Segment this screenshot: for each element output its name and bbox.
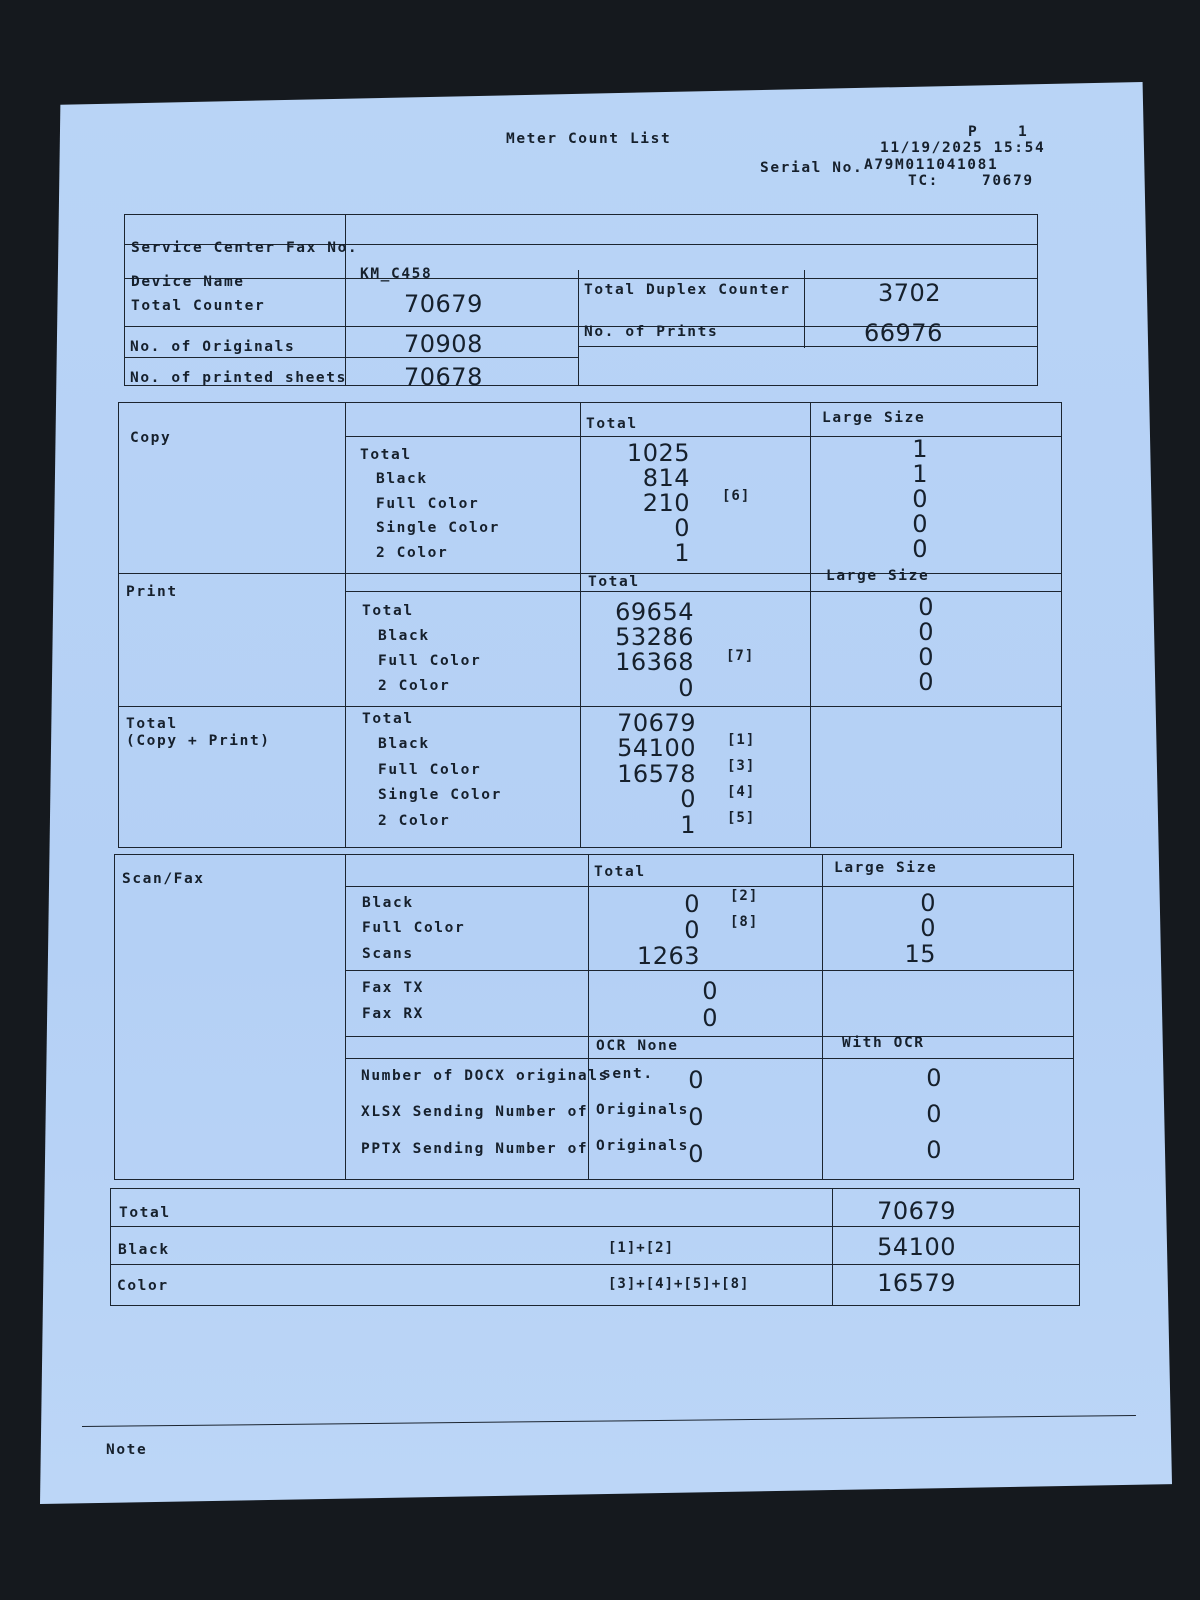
originals-value: 70908 — [404, 330, 483, 358]
grand-black-label: Black — [118, 1242, 170, 1258]
copy-print-row-ref: [1] — [727, 732, 756, 748]
note-label: Note — [106, 1442, 148, 1458]
copy-print-row-ref: [4] — [727, 784, 756, 800]
print-row-total: 16368 — [615, 648, 694, 676]
copy-print-row-label: Black — [378, 736, 430, 752]
total-counter-label: Total Counter — [131, 298, 266, 314]
ocr-none-value: 0 — [688, 1066, 704, 1094]
page-label: P — [968, 124, 979, 140]
print-row-total: 0 — [678, 674, 694, 702]
printed-sheets-value: 70678 — [404, 363, 483, 391]
fax-row-label: Fax RX — [362, 1006, 424, 1022]
device-name-value: KM_C458 — [360, 266, 433, 282]
copy-row-large: 0 — [912, 535, 928, 563]
print-row-total: 53286 — [615, 623, 694, 651]
print-row-label: 2 Color — [378, 678, 451, 694]
ocr-row-label-cont: sent. — [602, 1066, 654, 1082]
copy-row-total: 1 — [674, 539, 690, 567]
scanfax-row-ref: [2] — [730, 888, 759, 904]
copy-print-row-label: Single Color — [378, 787, 502, 803]
scanfax-row-total: 0 — [684, 890, 700, 918]
copy-row-label: 2 Color — [376, 545, 449, 561]
copy-row-label: Black — [376, 471, 428, 487]
ocr-row-label: PPTX Sending Number of — [361, 1141, 589, 1157]
ocr-row-label: Number of DOCX originals — [361, 1068, 609, 1084]
fax-row-value: 0 — [702, 977, 718, 1005]
copy-print-row-label: Total — [362, 711, 414, 727]
copy-row-large: 0 — [912, 485, 928, 513]
print-row-ref: [7] — [726, 648, 755, 664]
ocr-none-value: 0 — [688, 1140, 704, 1168]
serial-value: A79M011041081 — [864, 157, 999, 173]
scanfax-row-total: 1263 — [636, 942, 700, 970]
with-ocr-value: 0 — [926, 1136, 942, 1164]
tc-label: TC: — [908, 173, 939, 189]
grand-black-value: 54100 — [877, 1233, 956, 1261]
scanfax-section-label: Scan/Fax — [122, 871, 205, 887]
copy-row-large: 0 — [912, 510, 928, 538]
grand-color-value: 16579 — [877, 1269, 956, 1297]
print-row-total: 69654 — [615, 598, 694, 626]
ocr-none-header: OCR None — [596, 1038, 679, 1054]
copy-row-ref: [6] — [722, 488, 751, 504]
with-ocr-header: With OCR — [842, 1035, 925, 1051]
print-row-label: Black — [378, 628, 430, 644]
duplex-counter-value: 3702 — [878, 279, 942, 307]
page-number: 1 — [1018, 124, 1029, 140]
scanfax-row-ref: [8] — [730, 914, 759, 930]
scanfax-row-total: 0 — [684, 916, 700, 944]
ocr-row-label-cont: Originals — [596, 1138, 689, 1154]
copy-print-row-total: 16578 — [617, 760, 696, 788]
copy-print-row-total: 1 — [680, 811, 696, 839]
copy-print-row-label: Full Color — [378, 762, 482, 778]
with-ocr-value: 0 — [926, 1064, 942, 1092]
copy-print-row-total: 70679 — [617, 709, 696, 737]
print-row-large: 0 — [918, 643, 934, 671]
copy-col-total: Total — [586, 416, 638, 432]
fax-row-label: Fax TX — [362, 980, 424, 996]
grand-color-formula: [3]+[4]+[5]+[8] — [608, 1276, 750, 1292]
scanfax-row-label: Full Color — [362, 920, 466, 936]
copy-row-large: 1 — [912, 435, 928, 463]
serial-label: Serial No. — [760, 160, 864, 176]
print-row-label: Total — [362, 603, 414, 619]
total-counter-value: 70679 — [404, 290, 483, 318]
scanfax-col-total: Total — [594, 864, 646, 880]
originals-label: No. of Originals — [130, 339, 296, 355]
with-ocr-value: 0 — [926, 1100, 942, 1128]
scanfax-row-large: 0 — [920, 889, 936, 917]
copy-print-row-total: 54100 — [617, 734, 696, 762]
copy-print-row-total: 0 — [680, 785, 696, 813]
ocr-none-value: 0 — [688, 1103, 704, 1131]
scanfax-row-label: Black — [362, 895, 414, 911]
prints-label: No. of Prints — [584, 324, 719, 340]
copy-row-total: 1025 — [626, 439, 690, 467]
print-row-label: Full Color — [378, 653, 482, 669]
copy-row-label: Full Color — [376, 496, 480, 512]
copy-row-label: Single Color — [376, 520, 500, 536]
print-datetime: 11/19/2025 15:54 — [880, 140, 1046, 156]
fax-row-value: 0 — [702, 1004, 718, 1032]
copy-print-row-ref: [5] — [727, 810, 756, 826]
duplex-counter-label: Total Duplex Counter — [584, 282, 791, 298]
ocr-row-label: XLSX Sending Number of — [361, 1104, 589, 1120]
copy-row-large: 1 — [912, 460, 928, 488]
copy-col-large: Large Size — [822, 410, 926, 426]
grand-color-label: Color — [117, 1278, 169, 1294]
print-col-large: Large Size — [826, 568, 930, 584]
copy-print-row-ref: [3] — [727, 758, 756, 774]
copy-print-section-label: Total — [126, 716, 178, 732]
copy-row-total: 0 — [674, 514, 690, 542]
grand-total-label: Total — [119, 1205, 171, 1221]
device-name-label: Device Name — [131, 274, 245, 290]
copy-row-total: 814 — [642, 464, 690, 492]
print-col-total: Total — [588, 574, 640, 590]
fax-no-label: Service Center Fax No. — [131, 240, 359, 256]
copy-print-row-label: 2 Color — [378, 813, 451, 829]
printed-sheets-label: No. of printed sheets — [130, 370, 347, 386]
scanfax-row-label: Scans — [362, 946, 414, 962]
print-section-label: Print — [126, 584, 178, 600]
copy-row-total: 210 — [642, 489, 690, 517]
copy-section-label: Copy — [130, 430, 172, 446]
ocr-row-label-cont: Originals — [596, 1102, 689, 1118]
copy-print-section-sublabel: (Copy + Print) — [126, 733, 271, 749]
scanfax-row-large: 0 — [920, 914, 936, 942]
print-row-large: 0 — [918, 618, 934, 646]
prints-value: 66976 — [864, 319, 943, 347]
grand-total-value: 70679 — [877, 1197, 956, 1225]
scanfax-col-large: Large Size — [834, 860, 938, 876]
grand-black-formula: [1]+[2] — [608, 1240, 675, 1256]
copy-row-label: Total — [360, 447, 412, 463]
print-row-large: 0 — [918, 593, 934, 621]
scanfax-row-large: 15 — [904, 940, 936, 968]
print-row-large: 0 — [918, 668, 934, 696]
report-title: Meter Count List — [506, 131, 672, 147]
tc-value: 70679 — [982, 173, 1034, 189]
